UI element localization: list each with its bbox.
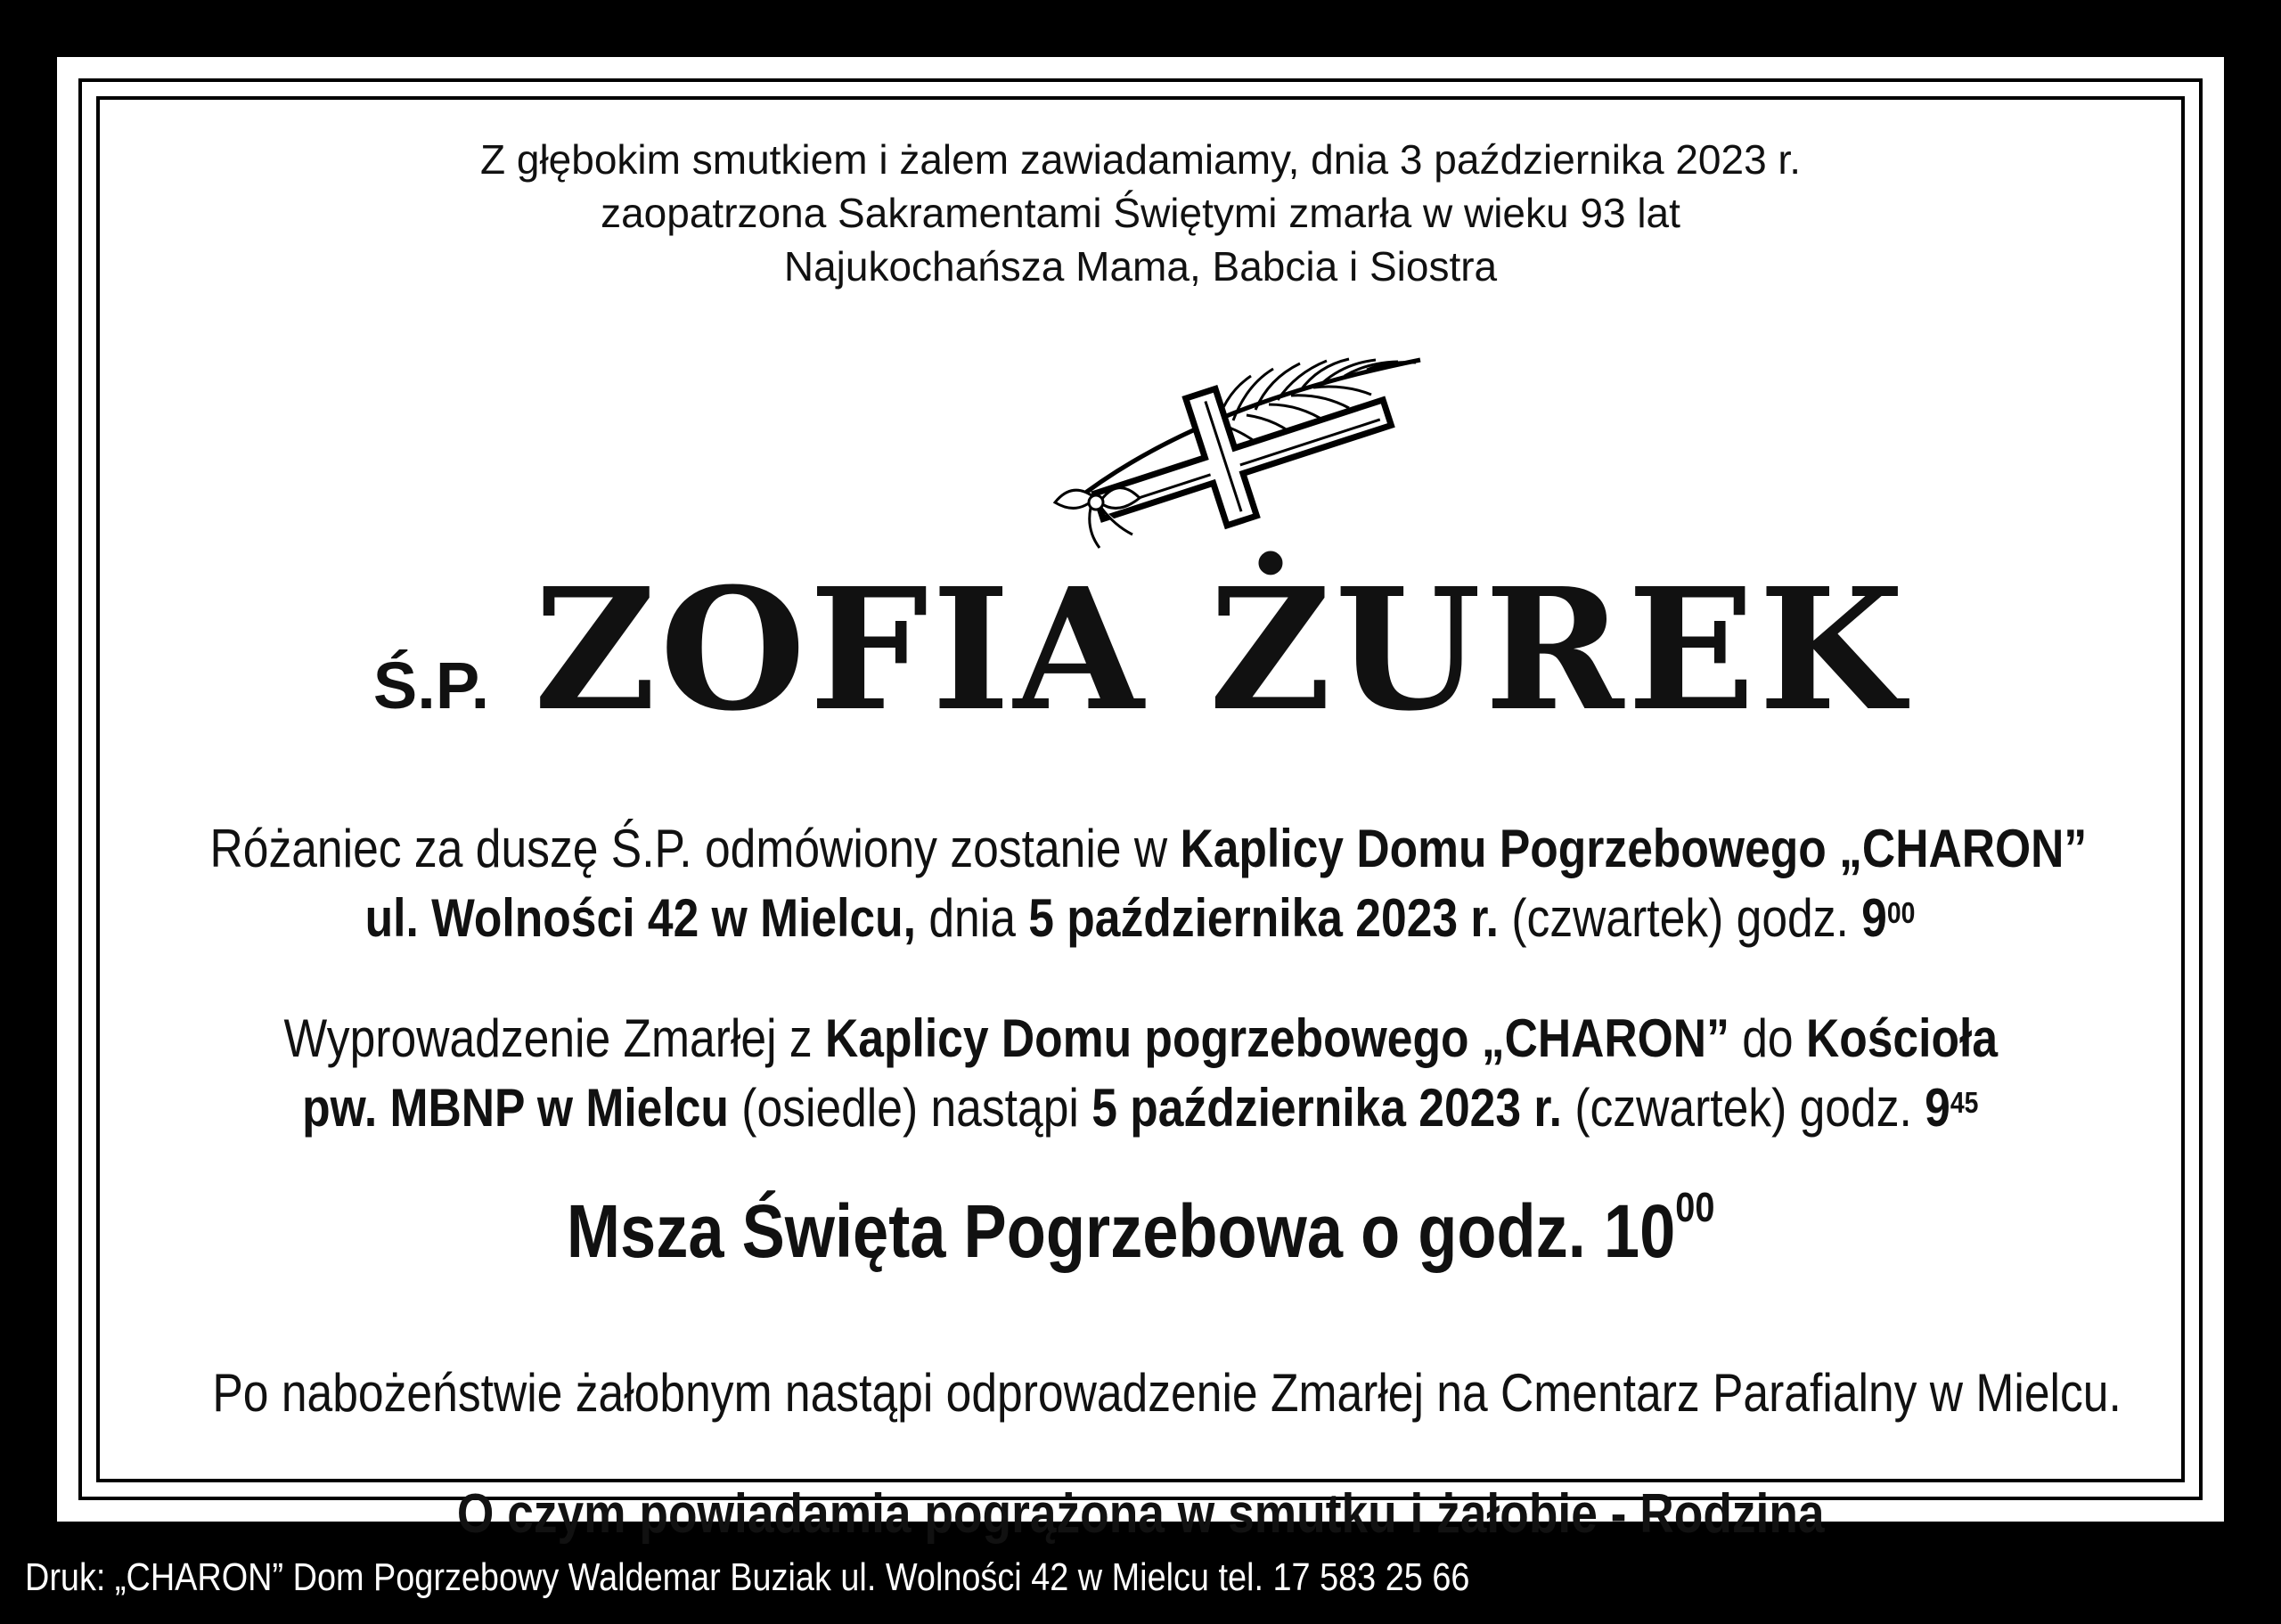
- funeral-mass-text: Msza Święta Pogrzebowa o godz.: [566, 1189, 1604, 1273]
- printer-footer: [25, 1555, 1705, 1600]
- rosary-location: Kaplicy Domu Pogrzebowego „CHARON”: [1180, 819, 2088, 878]
- closing-line: [57, 1482, 2224, 1546]
- deceased-name: ZOFIA ŻUREK: [534, 551, 1909, 748]
- rosary-day-label: dnia: [916, 888, 1029, 948]
- procession-paragraph: [57, 1004, 2224, 1143]
- funeral-mass-text-wrap: [566, 1184, 1715, 1275]
- deceased-name-line: [57, 551, 2224, 748]
- intro-line-3: Najukochańsza Mama, Babcia i Siostra: [783, 243, 1498, 290]
- funeral-mass-line: [57, 1184, 2224, 1275]
- rosary-text: Różaniec za duszę Ś.P. odmówiony zostanie w: [209, 819, 1181, 878]
- procession-minute: 45: [1950, 1086, 1979, 1119]
- cross-with-palm-branch-icon: [1037, 324, 1429, 556]
- burial-line: [57, 1362, 2224, 1424]
- obituary-card: [57, 57, 2224, 1545]
- intro-text: [57, 133, 2224, 293]
- rosary-paragraph: [57, 814, 2224, 953]
- procession-text: Wyprowadzenie Zmarłej z: [283, 1008, 825, 1068]
- funeral-mass-hour: 10: [1603, 1189, 1676, 1273]
- rosary-weekday: (czwartek) godz.: [1499, 888, 1862, 948]
- procession-will-follow: (osiedle) nastąpi: [729, 1078, 1092, 1138]
- rosary-minute: 00: [1887, 896, 1916, 929]
- printer-footer-text: Druk: „CHARON” Dom Pogrzebowy Waldemar Buziak ul. Wolności 42 w Mielcu tel. 17 583 25 66: [25, 1555, 1470, 1599]
- procession-line-1: [283, 1004, 1997, 1073]
- rosary-address: ul. Wolności 42 w Mielcu,: [365, 888, 917, 948]
- closing-text: O czym powiadamia pogrążona w smutku i żałobie - Rodzina: [456, 1483, 1825, 1545]
- procession-hour: 9: [1925, 1078, 1951, 1138]
- intro-line-1: Z głębokim smutkiem i żalem zawiadamiamy, dnia 3 października 2023 r.: [480, 136, 1801, 183]
- procession-date: 5 października 2023 r.: [1091, 1078, 1563, 1138]
- rosary-date: 5 października 2023 r.: [1028, 888, 1500, 948]
- obituary-content: [57, 57, 2224, 1545]
- procession-parish: pw. MBNP w Mielcu: [302, 1078, 730, 1138]
- procession-line-2: [302, 1073, 1978, 1143]
- procession-to-label: do: [1729, 1008, 1806, 1068]
- procession-from: Kaplicy Domu pogrzebowego „CHARON”: [824, 1008, 1729, 1068]
- funeral-mass-minute: 00: [1675, 1184, 1715, 1230]
- burial-text: Po nabożeństwie żałobnym nastąpi odprowadzenie Zmarłej na Cmentarz Parafialny w Mielcu.: [212, 1363, 2122, 1423]
- procession-church: Kościoła: [1805, 1008, 1998, 1068]
- procession-weekday: (czwartek) godz.: [1562, 1078, 1925, 1138]
- rosary-line-1: [209, 814, 2087, 884]
- rosary-line-2: [365, 884, 1916, 953]
- intro-line-2: zaopatrzona Sakramentami Świętymi zmarła w wieku 93 lat: [601, 190, 1680, 236]
- deceased-prefix: Ś.P.: [372, 649, 490, 722]
- rosary-hour: 9: [1861, 888, 1888, 948]
